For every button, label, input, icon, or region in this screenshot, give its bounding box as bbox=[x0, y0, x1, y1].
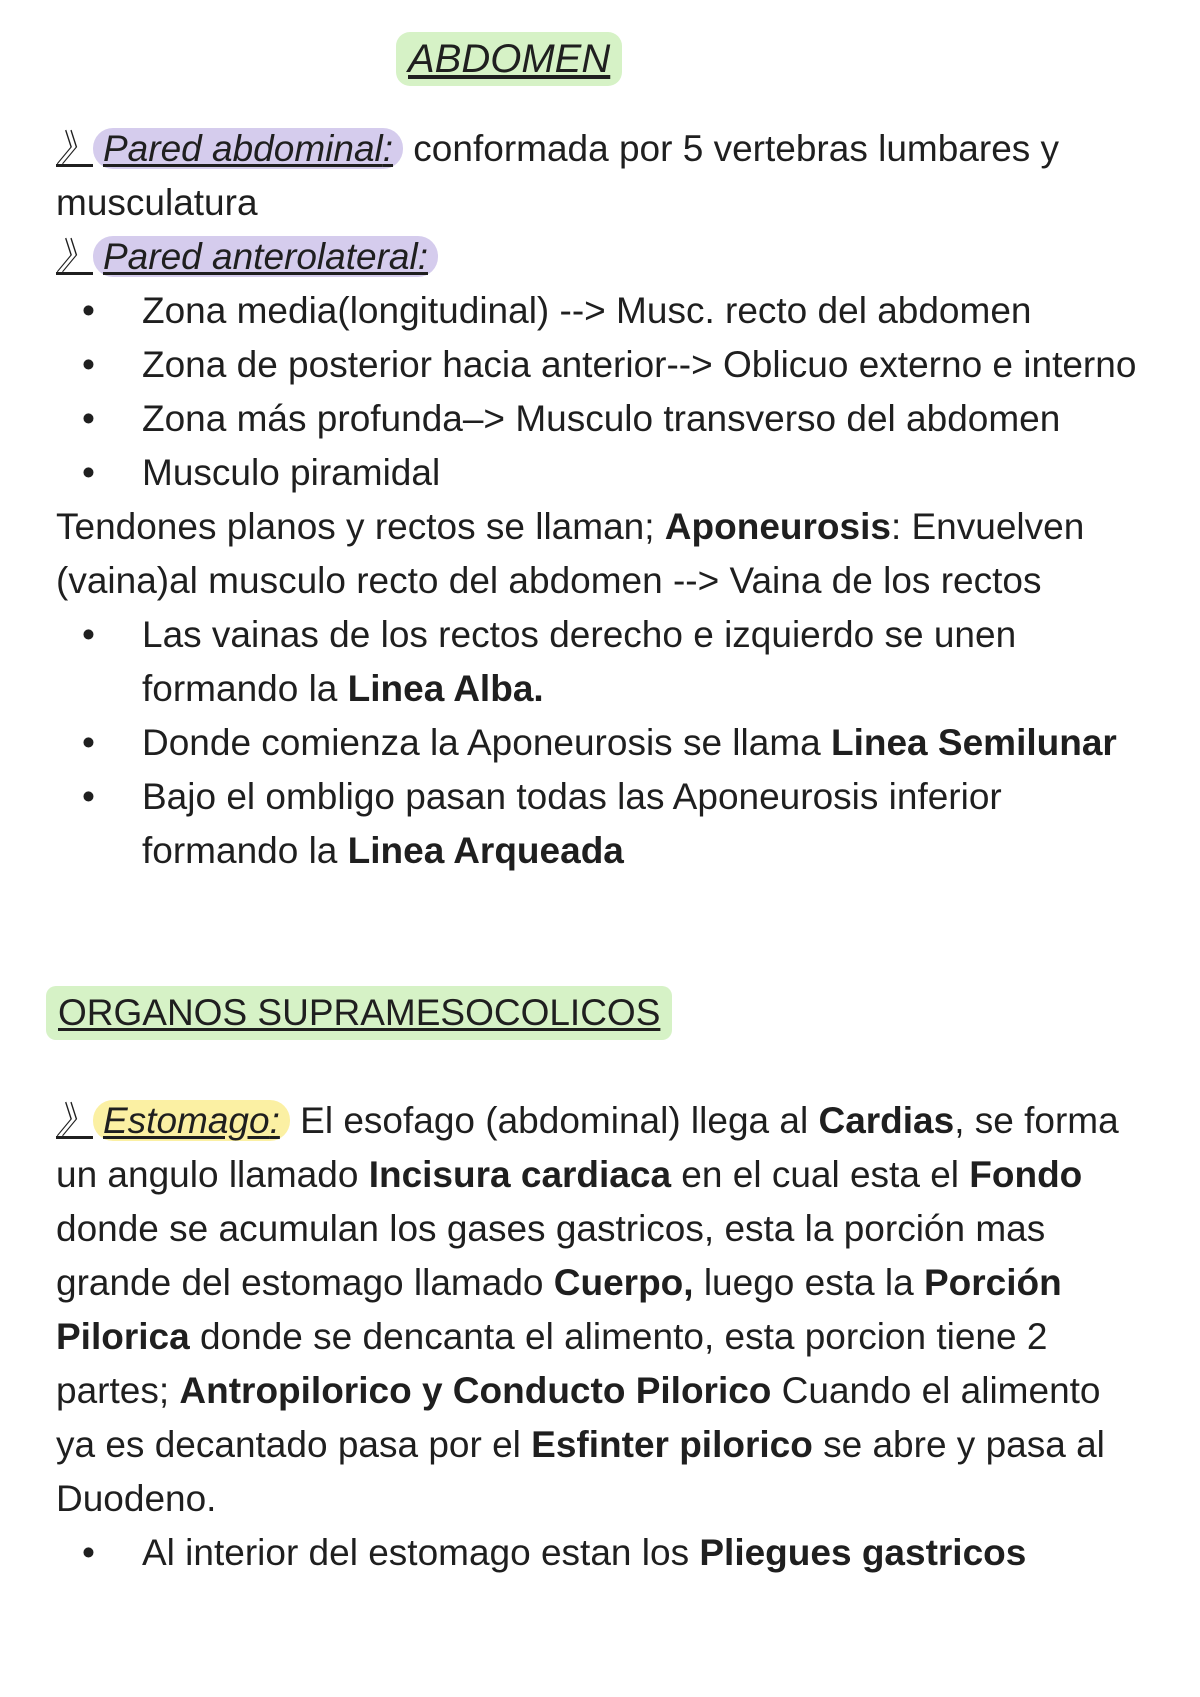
bullet-icon: • bbox=[82, 1532, 95, 1573]
bullet-icon: • bbox=[82, 452, 95, 493]
pared-anterolateral-label: Pared anterolateral: bbox=[93, 236, 438, 277]
section-title-row bbox=[56, 986, 1144, 1040]
arrow-icon: 》 bbox=[56, 1100, 93, 1141]
list-item: • Donde comienza la Aponeurosis se llama Linea Semilunar bbox=[56, 716, 1144, 770]
list-item: • Zona media(longitudinal) --> Musc. recto del abdomen bbox=[56, 284, 1144, 338]
spacer bbox=[56, 1040, 1144, 1094]
list-item: • Las vainas de los rectos derecho e izquierdo se unen formando la Linea Alba. bbox=[56, 608, 1144, 716]
pared-abdominal-paragraph bbox=[56, 122, 1144, 230]
aponeurosis-term: Aponeurosis bbox=[664, 506, 891, 547]
bullet-icon: • bbox=[82, 776, 95, 817]
arrow-icon: 》 bbox=[56, 128, 93, 169]
list-item: • Al interior del estomago estan los Pliegues gastricos bbox=[56, 1526, 1144, 1580]
pared-anterolateral-heading bbox=[56, 230, 1144, 284]
bullet-icon: • bbox=[82, 290, 95, 331]
anterolateral-list bbox=[56, 284, 1144, 500]
aponeurosis-list bbox=[56, 608, 1144, 878]
section-title: ORGANOS SUPRAMESOCOLICOS bbox=[46, 986, 672, 1040]
arrow-icon: 》 bbox=[56, 236, 93, 277]
bullet-icon: • bbox=[82, 398, 95, 439]
estomago-list bbox=[56, 1526, 1144, 1580]
page-title: ABDOMEN bbox=[396, 32, 622, 86]
spacer bbox=[56, 878, 1144, 986]
pared-abdominal-label: Pared abdominal: bbox=[93, 128, 403, 169]
list-item: • Zona de posterior hacia anterior--> Oblicuo externo e interno bbox=[56, 338, 1144, 392]
bullet-icon: • bbox=[82, 722, 95, 763]
title-row bbox=[56, 0, 1144, 122]
bullet-icon: • bbox=[82, 614, 95, 655]
estomago-paragraph: 》 Estomago: El esofago (abdominal) llega al Cardias, se forma un angulo llamado Incisura cardiaca en el cual esta el Fondo donde se acumulan los gases gastricos, esta la porción mas grande del estomago llamado Cuerpo, luego esta la Porción Pilorica donde se dencanta el alimento, esta porcion tiene 2 partes; Antropilorico y Conducto Pilorico Cuando el alimento ya es decantado pasa por el Esfinter pilorico se abre y pasa al Duodeno. bbox=[56, 1100, 1119, 1519]
bullet-icon: • bbox=[82, 344, 95, 385]
tendones-paragraph: Tendones planos y rectos se llaman; Aponeurosis: Envuelven (vaina)al musculo recto del abdomen --> Vaina de los rectos bbox=[56, 506, 1085, 601]
list-item: • Musculo piramidal bbox=[56, 446, 1144, 500]
pared-abdominal-text: conformada por 5 vertebras lumbares y musculatura bbox=[56, 128, 1060, 223]
estomago-label: Estomago: bbox=[93, 1100, 290, 1141]
list-item: • Zona más profunda–> Musculo transverso del abdomen bbox=[56, 392, 1144, 446]
list-item: • Bajo el ombligo pasan todas las Aponeurosis inferior formando la Linea Arqueada bbox=[56, 770, 1144, 878]
